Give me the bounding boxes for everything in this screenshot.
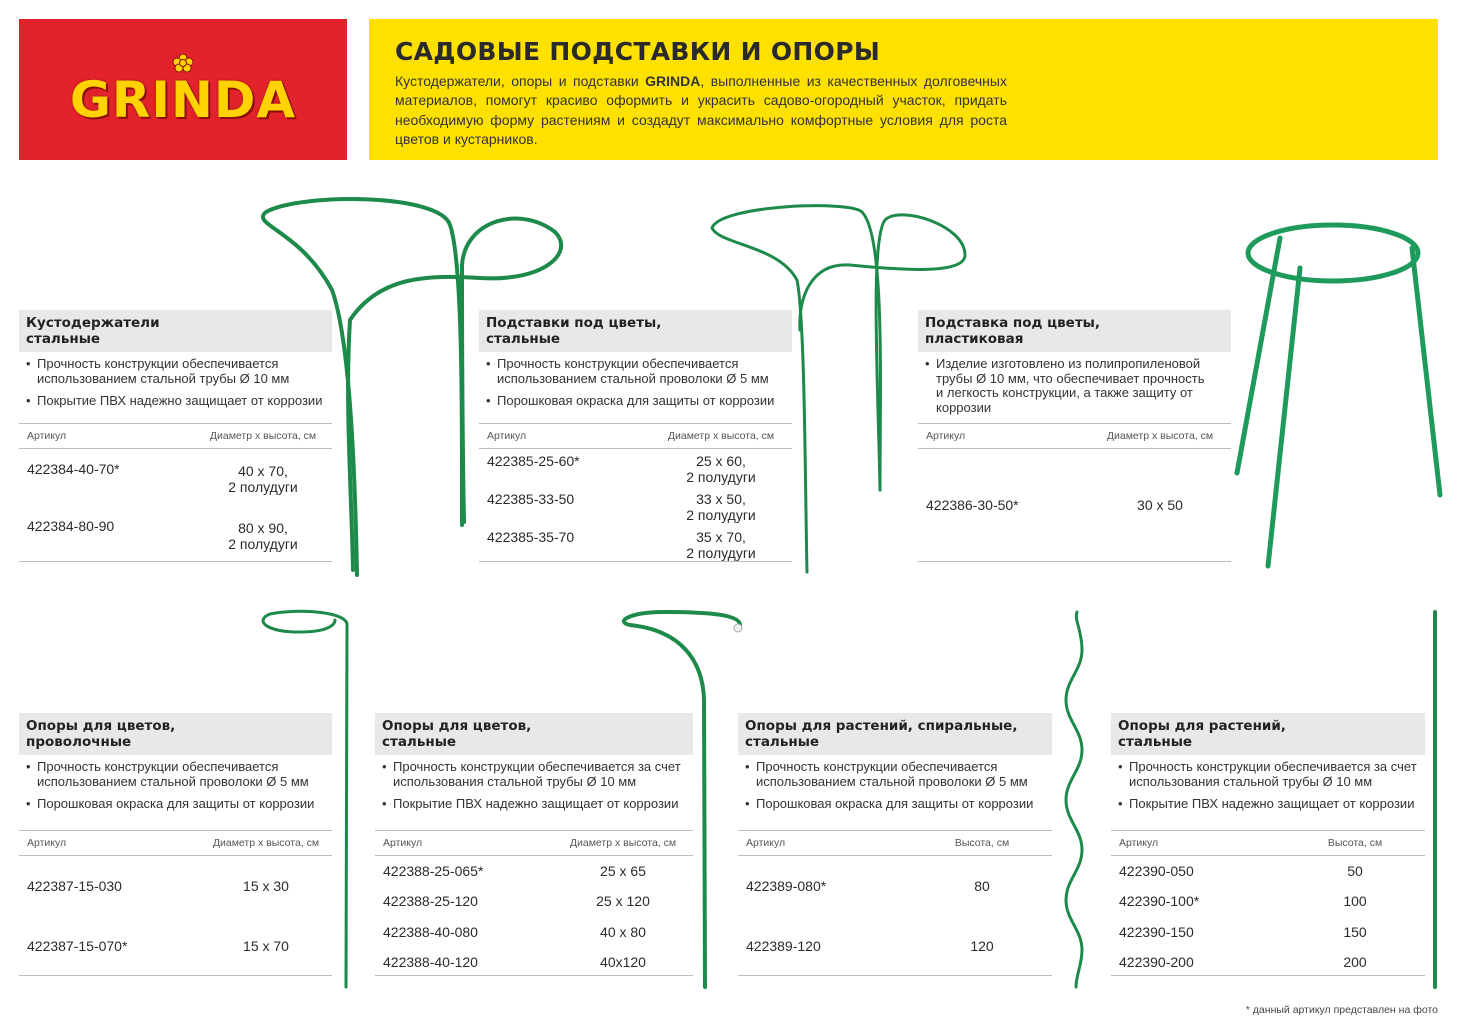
article-number: 422388-40-120 — [383, 954, 478, 970]
feature-item: • Порошковая окраска для защиты от коррозии — [745, 797, 1052, 812]
article-number: 422385-25-60* — [487, 453, 580, 469]
size-value: 35 х 70, 2 полудуги — [686, 529, 756, 561]
article-number: 422389-080* — [746, 878, 827, 894]
col-article: Артикул — [27, 837, 67, 849]
card-title: Подставки под цветы, стальные — [479, 310, 792, 352]
feature-item: • Прочность конструкции обеспечивается использованием стальной проволоки Ø 5 мм — [745, 760, 1052, 789]
size-value: 50 — [1347, 863, 1363, 879]
col-size: Диаметр х высота, см — [212, 837, 320, 849]
col-size: Диаметр х высота, см — [569, 837, 677, 849]
article-number: 422388-25-120 — [383, 893, 478, 909]
article-number: 422390-150 — [1119, 924, 1194, 940]
table-header — [918, 423, 1231, 449]
feature-list — [738, 760, 1052, 812]
card-title: Опоры для цветов, стальные — [375, 713, 693, 755]
article-number: 422388-40-080 — [383, 924, 478, 940]
size-value: 100 — [1343, 893, 1367, 909]
size-value: 120 — [970, 938, 994, 954]
footnote: * данный артикул представлен на фото — [1245, 1004, 1438, 1016]
col-size: Диаметр х высота, см — [667, 430, 775, 442]
col-article: Артикул — [746, 837, 786, 849]
feature-item: • Покрытие ПВХ надежно защищает от коррозии — [1118, 797, 1425, 812]
col-article: Артикул — [383, 837, 423, 849]
col-size: Высота, см — [954, 837, 1010, 849]
size-value: 150 — [1343, 924, 1367, 940]
table-bottom-rule — [375, 975, 693, 976]
size-value: 15 х 70 — [243, 938, 289, 954]
size-value: 80 — [974, 878, 990, 894]
table-header — [19, 423, 332, 449]
flower-stand-plastic-image — [1237, 225, 1440, 566]
size-value: 80 х 90, 2 полудуги — [228, 520, 298, 552]
size-value: 30 х 50 — [1137, 497, 1183, 513]
table-header — [375, 830, 693, 856]
size-value: 25 х 65 — [600, 863, 646, 879]
feature-list — [375, 760, 693, 812]
article-number: 422385-33-50 — [487, 491, 575, 507]
table-bottom-rule — [479, 561, 792, 562]
feature-list — [19, 357, 332, 409]
feature-list — [918, 357, 1231, 415]
size-value: 33 х 50, 2 полудуги — [686, 491, 756, 523]
col-article: Артикул — [27, 430, 67, 442]
table-header — [738, 830, 1052, 856]
col-article: Артикул — [487, 430, 527, 442]
table-bottom-rule — [918, 561, 1231, 562]
feature-item: • Прочность конструкции обеспечивается использованием стальной трубы Ø 10 мм — [26, 357, 332, 386]
table-header — [479, 423, 792, 449]
page-title: САДОВЫЕ ПОДСТАВКИ И ОПОРЫ — [395, 37, 881, 66]
size-value: 40х120 — [600, 954, 646, 970]
product-card-spiral-supports — [738, 713, 1052, 976]
size-value: 40 х 80 — [600, 924, 646, 940]
product-card-flower-stands-steel — [479, 310, 792, 562]
product-card-flower-stand-plastic — [918, 310, 1231, 562]
intro-text-start: Кустодержатели, опоры и подставки — [395, 73, 646, 89]
feature-item: • Изделие изготовлено из полипропиленовой трубы Ø 10 мм, что обеспечивает прочность и легкость конструкции, а также защиту от коррозии — [925, 357, 1206, 415]
feature-item: • Прочность конструкции обеспечивается за счет использования стальной трубы Ø 10 мм — [382, 760, 693, 789]
article-number: 422384-80-90 — [27, 518, 115, 534]
article-number: 422388-25-065* — [383, 863, 484, 879]
article-number: 422390-200 — [1119, 954, 1194, 970]
col-size: Диаметр х высота, см — [209, 430, 317, 442]
product-card-steel-plant-stakes — [1111, 713, 1425, 976]
product-card-steel-flower-supports — [375, 713, 693, 976]
product-card-wire-flower-supports — [19, 713, 332, 976]
product-card-bush-holders — [19, 310, 332, 562]
size-value: 25 х 120 — [596, 893, 650, 909]
logo-text: GRINDA — [69, 71, 297, 129]
feature-item: • Покрытие ПВХ надежно защищает от коррозии — [382, 797, 693, 812]
table-bottom-rule — [19, 561, 332, 562]
col-article: Артикул — [926, 430, 966, 442]
table-header — [19, 830, 332, 856]
col-size: Диаметр х высота, см — [1106, 430, 1214, 442]
feature-list — [1111, 760, 1425, 812]
feature-item: • Порошковая окраска для защиты от коррозии — [486, 394, 792, 409]
table-bottom-rule — [738, 975, 1052, 976]
article-number: 422386-30-50* — [926, 497, 1019, 513]
size-value: 15 х 30 — [243, 878, 289, 894]
article-number: 422384-40-70* — [27, 461, 120, 477]
feature-item: • Прочность конструкции обеспечивается за счет использования стальной трубы Ø 10 мм — [1118, 760, 1425, 789]
table-header — [1111, 830, 1425, 856]
size-value: 25 х 60, 2 полудуги — [686, 453, 756, 485]
feature-item: • Прочность конструкции обеспечивается использованием стальной проволоки Ø 5 мм — [26, 760, 332, 789]
article-number: 422390-050 — [1119, 863, 1194, 879]
feature-item: • Прочность конструкции обеспечивается использованием стальной проволоки Ø 5 мм — [486, 357, 792, 386]
feature-item: • Покрытие ПВХ надежно защищает от коррозии — [26, 394, 332, 409]
table-bottom-rule — [19, 975, 332, 976]
spiral-support-image — [1066, 612, 1082, 987]
card-title: Подставка под цветы, пластиковая — [918, 310, 1231, 352]
intro-brand: GRINDA — [645, 73, 701, 89]
feature-item: • Порошковая окраска для защиты от коррозии — [26, 797, 332, 812]
feature-list — [19, 760, 332, 812]
intro-text-end: , выполненные из качественных долговечных материалов, помогут красиво оформить и украсить садово-огородный участок, придать необходимую форму растениям и создадут максимально комфортные условия для роста цветов и кустарников. — [395, 73, 1007, 147]
size-value: 40 х 70, 2 полудуги — [228, 463, 298, 495]
card-title: Кустодержатели стальные — [19, 310, 332, 352]
card-title: Опоры для цветов, проволочные — [19, 713, 332, 755]
col-size: Высота, см — [1327, 837, 1383, 849]
article-number: 422387-15-030 — [27, 878, 122, 894]
article-number: 422385-35-70 — [487, 529, 575, 545]
size-value: 200 — [1343, 954, 1367, 970]
article-number: 422387-15-070* — [27, 938, 128, 954]
col-article: Артикул — [1119, 837, 1159, 849]
table-bottom-rule — [1111, 975, 1425, 976]
article-number: 422389-120 — [746, 938, 821, 954]
feature-list — [479, 357, 792, 409]
card-title: Опоры для растений, спиральные, стальные — [738, 713, 1052, 755]
article-number: 422390-100* — [1119, 893, 1200, 909]
card-title: Опоры для растений, стальные — [1111, 713, 1425, 755]
